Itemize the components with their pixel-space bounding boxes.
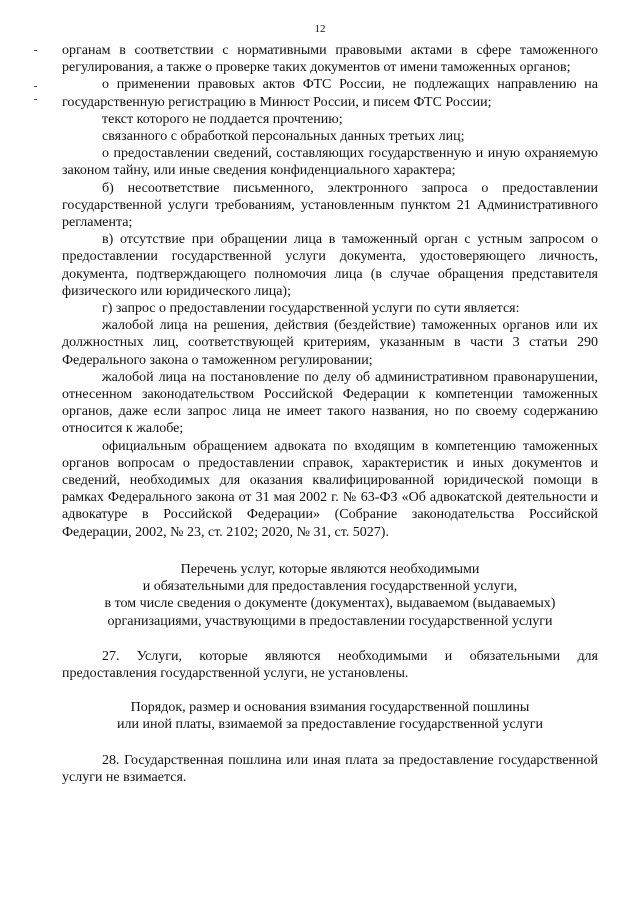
paragraph: органам в соответствии с нормативными правовыми актами в сфере таможенного регулирования, а также о проверке таких документов от имени таможенных органов; (62, 43, 598, 76)
scan-mark (34, 50, 37, 51)
paragraph: о применении правовых актов ФТС России, не подлежащих направлению на государственную регистрацию в Минюст России, и писем ФТС России; (62, 77, 598, 110)
section-heading-line: организациями, участвующими в предоставлении государственной услуги (107, 613, 553, 629)
paragraph: г) запрос о предоставлении государственной услуги по сути является: (102, 301, 520, 317)
section-heading-line: или иной платы, взимаемой за предоставление государственной услуги (117, 717, 543, 733)
paragraph: жалобой лица на постановление по делу об административном правонарушении, отнесенном законодательством Российской Федерации к компетенции таможенных органов, даже если запрос лица не имеет такого названия, но по своему содержанию относится к жалобе; (62, 369, 598, 437)
section-heading-line: и обязательными для предоставления государственной услуги, (142, 579, 518, 595)
paragraph: жалобой лица на решения, действия (бездействие) таможенных органов или их должностных лиц, соответствующей критериям, указанным в части 3 статьи 290 Федерального закона о таможенном регулировании; (62, 318, 598, 368)
paragraph: связанного с обработкой персональных данных третьих лиц; (102, 129, 465, 145)
item-27: 27. Услуги, которые являются необходимыми и обязательными для предоставления государственной услуги, не установлены. (62, 648, 598, 681)
scan-mark (34, 86, 37, 87)
paragraph: официальным обращением адвоката по входящим в компетенцию таможенных органов вопросам о предоставлении справок, характеристик и иных документов и сведений, необходимых для оказания квалифицированной юридической помощи в рамках Федерального закона от 31 мая 2002 г. № 63-ФЗ «Об адвокатской деятельности и адвокатуре в Российской Федерации» (Собрание законодательства Российской Федерации, 2002, № 23, ст. 2102; 2020, № 31, ст. 5027). (62, 438, 598, 540)
paragraph: о предоставлении сведений, составляющих государственную и иную охраняемую законом тайну, или иные сведения конфиденциального характера; (62, 146, 598, 179)
paragraph: в) отсутствие при обращении лица в таможенный орган с устным запросом о предоставлении государственной услуги документа, удостоверяющего личность, документа, подтверждающего полномочия лица (в случае обращения представителя физического или юридического лица); (62, 232, 598, 299)
section-heading-line: Перечень услуг, которые являются необходимыми (180, 561, 480, 577)
section-heading-line: Порядок, размер и основания взимания государственной пошлины (130, 700, 530, 716)
paragraph: б) несоответствие письменного, электронного запроса о предоставлении государственной услуги требованиям, установленным пунктом 21 Административного регламента; (62, 180, 598, 231)
scan-mark (34, 99, 37, 100)
section-heading-line: в том числе сведения о документе (документах), выдаваемом (выдаваемых) (104, 596, 556, 612)
document-body (62, 42, 598, 786)
item-28: 28. Государственная пошлина или иная плата за предоставление государственной услуги не взимается. (62, 752, 598, 785)
section-heading (62, 699, 598, 733)
page-number: 12 (314, 23, 326, 35)
section-heading (62, 561, 598, 630)
paragraph: текст которого не поддается прочтению; (102, 111, 343, 127)
